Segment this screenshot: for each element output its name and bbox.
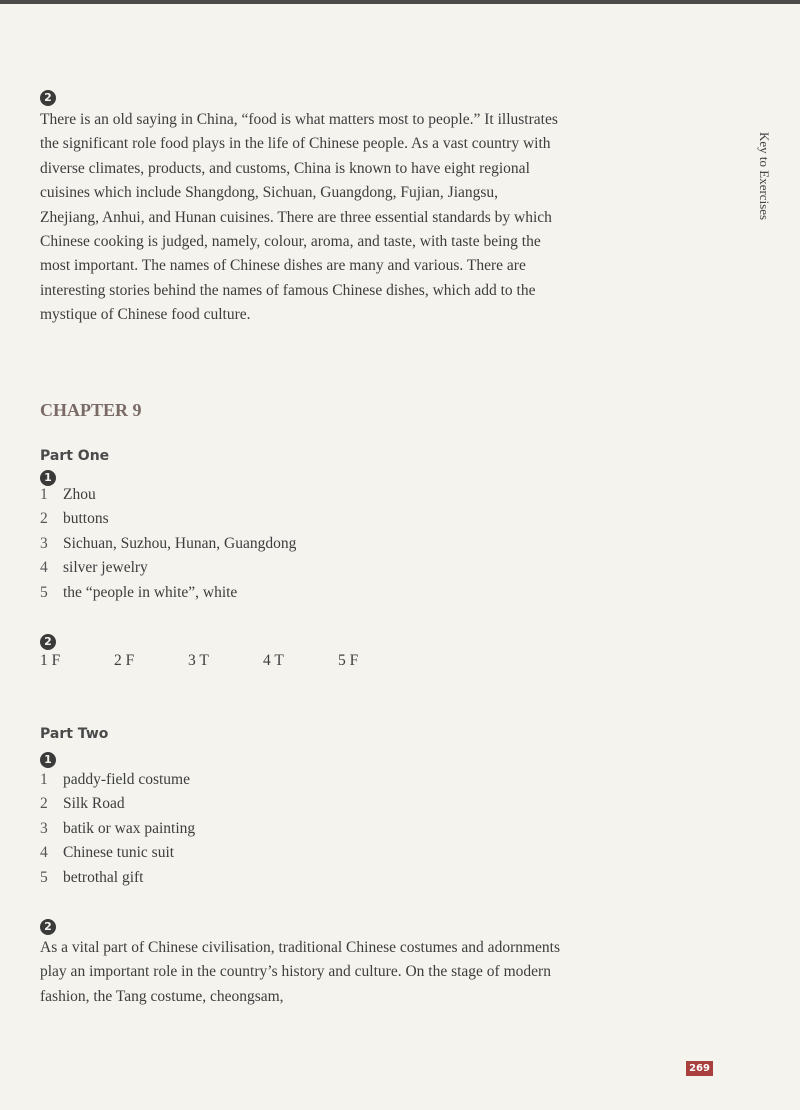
list-item: 5 betrothal gift (40, 868, 144, 886)
exercise-marker: 2 (40, 90, 56, 106)
list-item: 5 the “people in white”, white (40, 583, 238, 601)
list-item: 1 paddy-field costume (40, 771, 190, 788)
list-item: 1 Zhou (40, 486, 96, 503)
list-item: 4 silver jewelry (40, 559, 148, 577)
answer-paragraph: As a vital part of Chinese civilisation, traditional Chinese costumes and adornments play an important role in the country’s history and culture. On the stage of modern fashion, the Tang costume, cheongsam, (40, 939, 560, 1005)
answer-paragraph: There is an old saying in China, “food is what matters most to people.” It illustrates the significant role food plays in the life of Chinese people. As a vast country with diverse climates, products, and customs, China is known to have eight regional cuisines which include Shangdong, Sichuan, Guangdong, Fujian, Jiangsu, Zhejiang, Anhui, and Hunan cuisines. There are three essential standards by which Chinese cooking is judged, namely, colour, aroma, and taste, with taste being the most important. The names of Chinese dishes are many and various. There are interesting stories behind the names of famous Chinese dishes, which add to the mystique of Chinese food culture. (40, 111, 558, 324)
page-number: 269 (686, 1061, 713, 1076)
list-item: 2 buttons (40, 510, 109, 528)
answer-item: 2 F (114, 652, 135, 669)
exercise-marker: 1 (40, 752, 56, 768)
list-item: 3 Sichuan, Suzhou, Hunan, Guangdong (40, 534, 297, 552)
list-item: 4 Chinese tunic suit (40, 844, 175, 862)
side-label: Key to Exercises (757, 132, 772, 221)
answer-item: 1 F (40, 652, 61, 669)
exercise-marker: 2 (40, 634, 56, 650)
part-one-exercise1-list (40, 483, 296, 605)
exercise-marker: 2 (40, 919, 56, 935)
chapter-title: CHAPTER 9 (40, 400, 142, 420)
list-item: 3 batik or wax painting (40, 819, 196, 837)
answer-item: 4 T (263, 652, 284, 669)
exercise-marker: 1 (40, 470, 56, 486)
part-one-title: Part One (40, 448, 110, 464)
section8-answer (40, 88, 560, 328)
answer-item: 5 F (338, 652, 359, 669)
answer-item: 3 T (188, 652, 209, 669)
part-two-exercise1-list (40, 768, 195, 890)
part-two-title: Part Two (40, 726, 109, 742)
top-rule (0, 0, 800, 4)
list-item: 2 Silk Road (40, 795, 125, 813)
